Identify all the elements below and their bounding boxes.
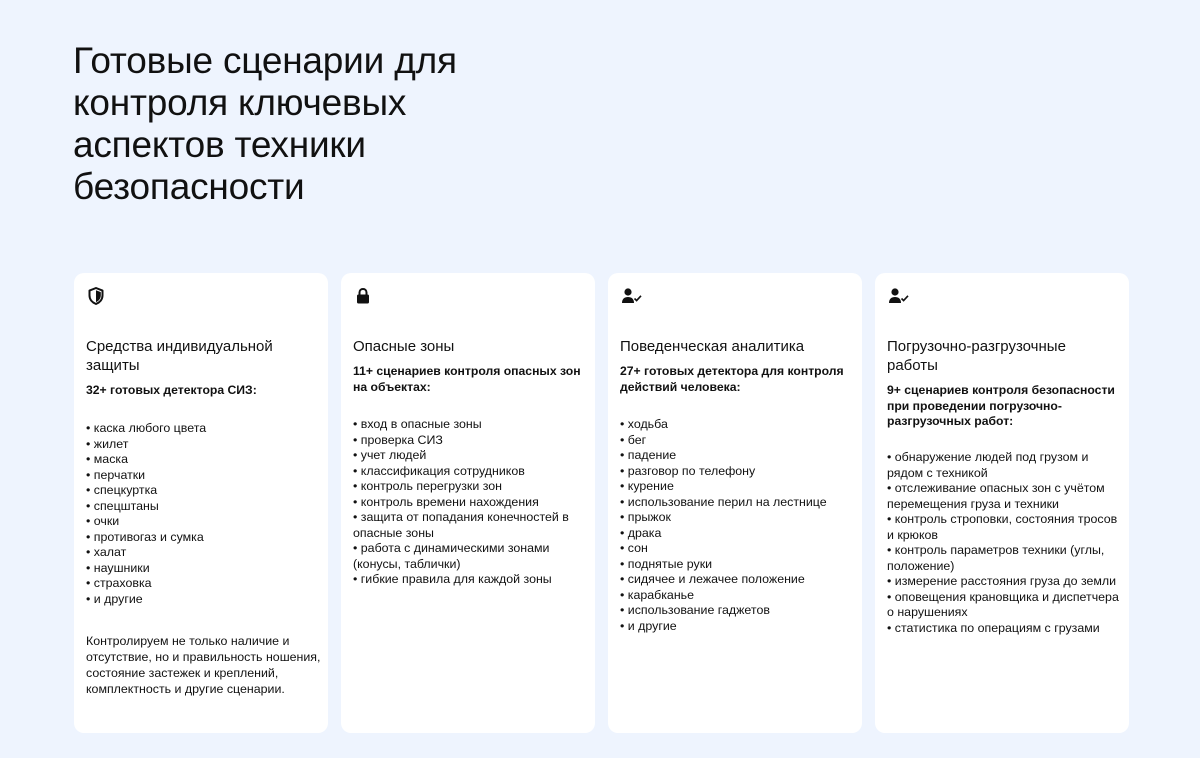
list-item: • использование перил на лестнице: [620, 494, 827, 509]
card-loading-operations: [875, 273, 1129, 733]
card-list: [887, 450, 1127, 636]
list-item: • маска: [86, 452, 128, 466]
card-title: Погрузочно-разгрузочные работы: [887, 338, 1066, 374]
card-ppe: [74, 273, 328, 733]
list-item: • драка: [620, 525, 662, 540]
list-item: • прыжок: [620, 510, 671, 524]
list-item: • работа с динамическими зонами (конусы, таблички): [353, 541, 550, 571]
list-item: • противогаз и сумка: [86, 529, 204, 544]
card-subtitle: 32+ готовых детектора СИЗ:: [86, 383, 257, 397]
card-list: [620, 417, 860, 634]
card-danger-zones: [341, 273, 595, 733]
list-item: • контроль времени нахождения: [353, 494, 539, 509]
list-item: • контроль параметров техники (углы, положение): [887, 543, 1105, 573]
card-subtitle: 11+ сценариев контроля опасных зон на объектах:: [353, 364, 581, 394]
list-item: • падение: [620, 448, 677, 462]
list-item: • спецштаны: [86, 498, 159, 513]
list-item: • контроль перегрузки зон: [353, 479, 502, 493]
card-list: [353, 417, 593, 588]
list-item: • гибкие правила для каждой зоны: [353, 572, 552, 586]
list-item: • оповещения крановщика и диспетчера о нарушениях: [887, 589, 1119, 619]
list-item: • сидячее и лежачее положение: [620, 572, 805, 586]
list-item: • бег: [620, 432, 647, 447]
list-item: • наушники: [86, 560, 150, 575]
list-item: • жилет: [86, 436, 129, 451]
page-title-line: безопасности: [73, 166, 305, 207]
page-title-line: контроля ключевых: [73, 82, 407, 123]
page-title-line: аспектов техники: [73, 124, 366, 165]
scenario-cards: [74, 273, 1130, 733]
list-item: • спецкуртка: [86, 483, 158, 497]
list-item: • вход в опасные зоны: [353, 417, 482, 431]
list-item: • статистика по операциям с грузами: [887, 620, 1100, 635]
shield-icon: [88, 287, 106, 305]
list-item: • очки: [86, 514, 120, 528]
list-item: • проверка СИЗ: [353, 432, 443, 447]
page-title-line: Готовые сценарии для: [73, 40, 457, 81]
lock-icon: [355, 287, 373, 305]
list-item: • защита от попадания конечностей в опасные зоны: [353, 510, 569, 540]
card-title: Поведенческая аналитика: [620, 338, 805, 355]
card-subtitle: 9+ сценариев контроля безопасности при проведении погрузочно-разгрузочных работ:: [887, 383, 1115, 428]
card-note: Контролируем не только наличие и отсутствие, но и правильность ношения, состояние застежек и креплений, комплектность и другие сценарии.: [86, 634, 321, 696]
list-item: • обнаружение людей под грузом и рядом с техникой: [887, 450, 1089, 480]
list-item: • использование гаджетов: [620, 603, 770, 617]
list-item: • поднятые руки: [620, 556, 713, 571]
card-behavior-analytics: [608, 273, 862, 733]
card-title: Опасные зоны: [353, 338, 455, 355]
list-item: • курение: [620, 479, 674, 493]
card-title: Средства индивидуальной защиты: [86, 338, 273, 374]
list-item: • страховка: [86, 576, 152, 590]
list-item: • отслеживание опасных зон с учётом перемещения груза и техники: [887, 481, 1105, 511]
card-list: [86, 421, 326, 607]
list-item: • контроль строповки, состояния тросов и крюков: [887, 512, 1118, 542]
list-item: • и другие: [86, 591, 143, 606]
person-check-icon: [622, 287, 640, 305]
list-item: • перчатки: [86, 467, 146, 482]
list-item: • карабканье: [620, 587, 695, 602]
card-subtitle: 27+ готовых детектора для контроля действий человека:: [620, 364, 844, 394]
list-item: • классификация сотрудников: [353, 463, 525, 478]
list-item: • сон: [620, 541, 648, 555]
page-title: [73, 40, 593, 208]
list-item: • ходьба: [620, 417, 668, 431]
list-item: • разговор по телефону: [620, 463, 756, 478]
list-item: • измерение расстояния груза до земли: [887, 574, 1117, 588]
person-check-icon: [889, 287, 907, 305]
list-item: • и другие: [620, 618, 677, 633]
list-item: • халат: [86, 545, 127, 559]
list-item: • учет людей: [353, 448, 427, 462]
list-item: • каска любого цвета: [86, 421, 207, 435]
